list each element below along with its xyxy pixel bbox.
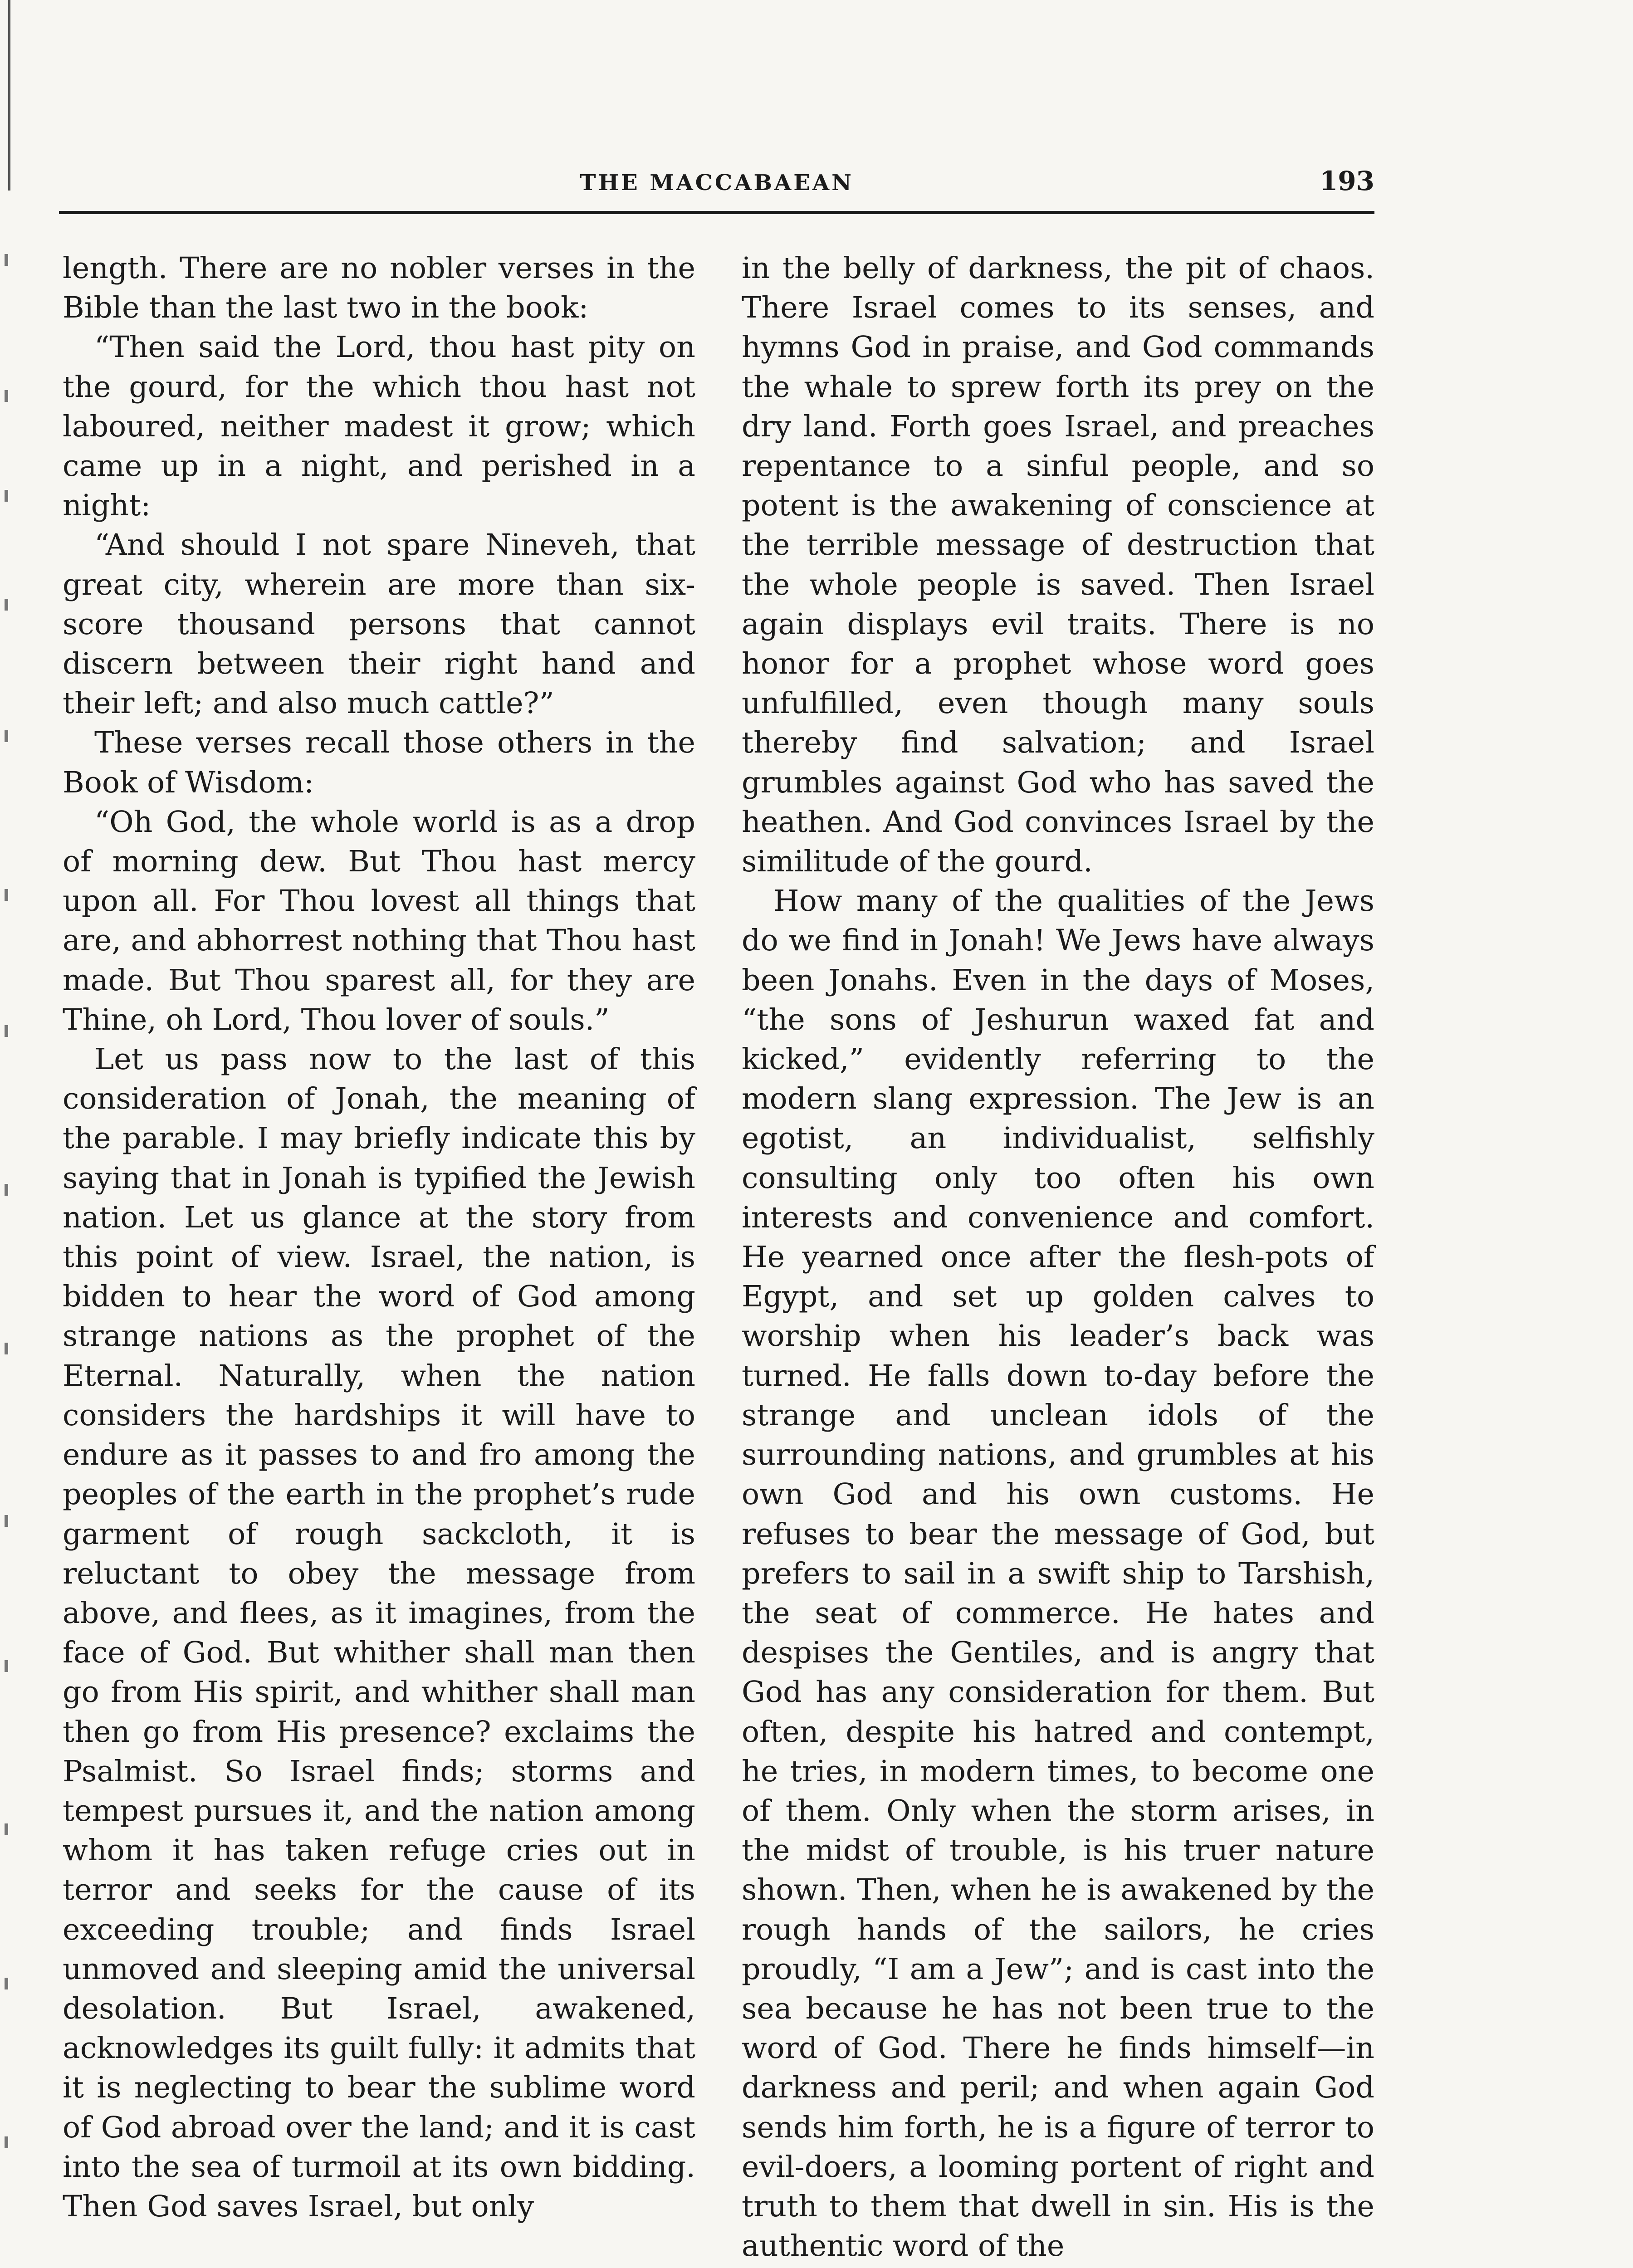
left-column: [63, 249, 695, 2226]
running-title: THE MACCABAEAN: [580, 170, 854, 196]
paragraph: These verses recall those others in the Book of Wisdom:: [63, 726, 695, 800]
paragraph: “And should I not spare Nineveh, that great city, wherein are more than six-score thousand persons that cannot discern between their right hand and their left; and also much cattle?”: [63, 528, 695, 721]
right-column: [742, 249, 1374, 2266]
paragraph: Let us pass now to the last of this consideration of Jonah, the meaning of the parable. I may briefly indicate this by saying that in Jonah is typified the Jewish nation. Let us glance at the story from this point of view. Israel, the nation, is bidden to hear the word of God among strange nations as the prophet of the Eternal. Naturally, when the nation considers the hardships it will have to endure as it passes to and fro among the peoples of the earth in the prophet’s rude garment of rough sackcloth, it is reluctant to obey the message from above, and flees, as it imagines, from the face of God. But whither shall man then go from His spirit, and whither shall man then go from His presence? exclaims the Psalmist. So Israel finds; storms and tempest pursues it, and the nation among whom it has taken refuge cries out in terror and seeks for the cause of its exceeding trouble; and finds Israel unmoved and sleeping amid the universal desolation. But Israel, awakened, acknowledges its guilt fully: it admits that it is neglecting to bear the sublime word of God abroad over the land; and it is cast into the sea of turmoil at its own bidding. Then God saves Israel, but only: [63, 1042, 695, 2224]
paragraph: How many of the qualities of the Jews do we find in Jonah! We Jews have always been Jonahs. Even in the days of Moses, “the sons of Jeshurun waxed fat and kicked,” evidently referring to the modern slang expression. The Jew is an egotist, an individualist, selfishly consulting only too often his own interests and convenience and comfort. He yearned once after the flesh-pots of Egypt, and set up golden calves to worship when his leader’s back was turned. He falls down to-day before the strange and unclean idols of the surrounding nations, and grumbles at his own God and his own customs. He refuses to bear the message of God, but prefers to sail in a swift ship to Tarshish, the seat of commerce. He hates and despises the Gentiles, and is angry that God has any consideration for them. But often, despite his hatred and contempt, he tries, in modern times, to become one of them. Only when the storm arises, in the midst of trouble, is his truer nature shown. Then, when he is awakened by the rough hands of the sailors, he cries proudly, “I am a Jew”; and is cast into the sea because he has not been true to the word of God. There he finds himself—in darkness and peril; and when again God sends him forth, he is a figure of terror to evil-doers, a looming portent of right and truth to them that dwell in sin. His is the authentic word of the: [742, 884, 1374, 2263]
page-header: [59, 166, 1374, 211]
page-edge-marks: [5, 254, 18, 2204]
page-edge-line: [8, 0, 10, 191]
paragraph: in the belly of darkness, the pit of chaos. There Israel comes to its senses, and hymns God in praise, and God commands the whale to sprew forth its prey on the dry land. Forth goes Israel, and preaches repentance to a sinful people, and so potent is the awakening of conscience at the terrible message of destruction that the whole people is saved. Then Israel again displays evil traits. There is no honor for a prophet whose word goes unfulfilled, even though many souls thereby find salvation; and Israel grumbles against God who has saved the heathen. And God convinces Israel by the similitude of the gourd.: [742, 251, 1374, 879]
paragraph: “Then said the Lord, thou hast pity on the gourd, for the which thou hast not laboured, neither madest it grow; which came up in a night, and perished in a night:: [63, 330, 695, 523]
paragraph: length. There are no nobler verses in the Bible than the last two in the book:: [63, 251, 695, 325]
header-rule: [59, 211, 1374, 214]
paragraph: “Oh God, the whole world is as a drop of morning dew. But Thou hast mercy upon all. For Thou lovest all things that are, and abhorrest nothing that Thou hast made. But Thou sparest all, for they are Thine, oh Lord, Thou lover of souls.”: [63, 805, 695, 1037]
page-number: 193: [1319, 166, 1374, 196]
